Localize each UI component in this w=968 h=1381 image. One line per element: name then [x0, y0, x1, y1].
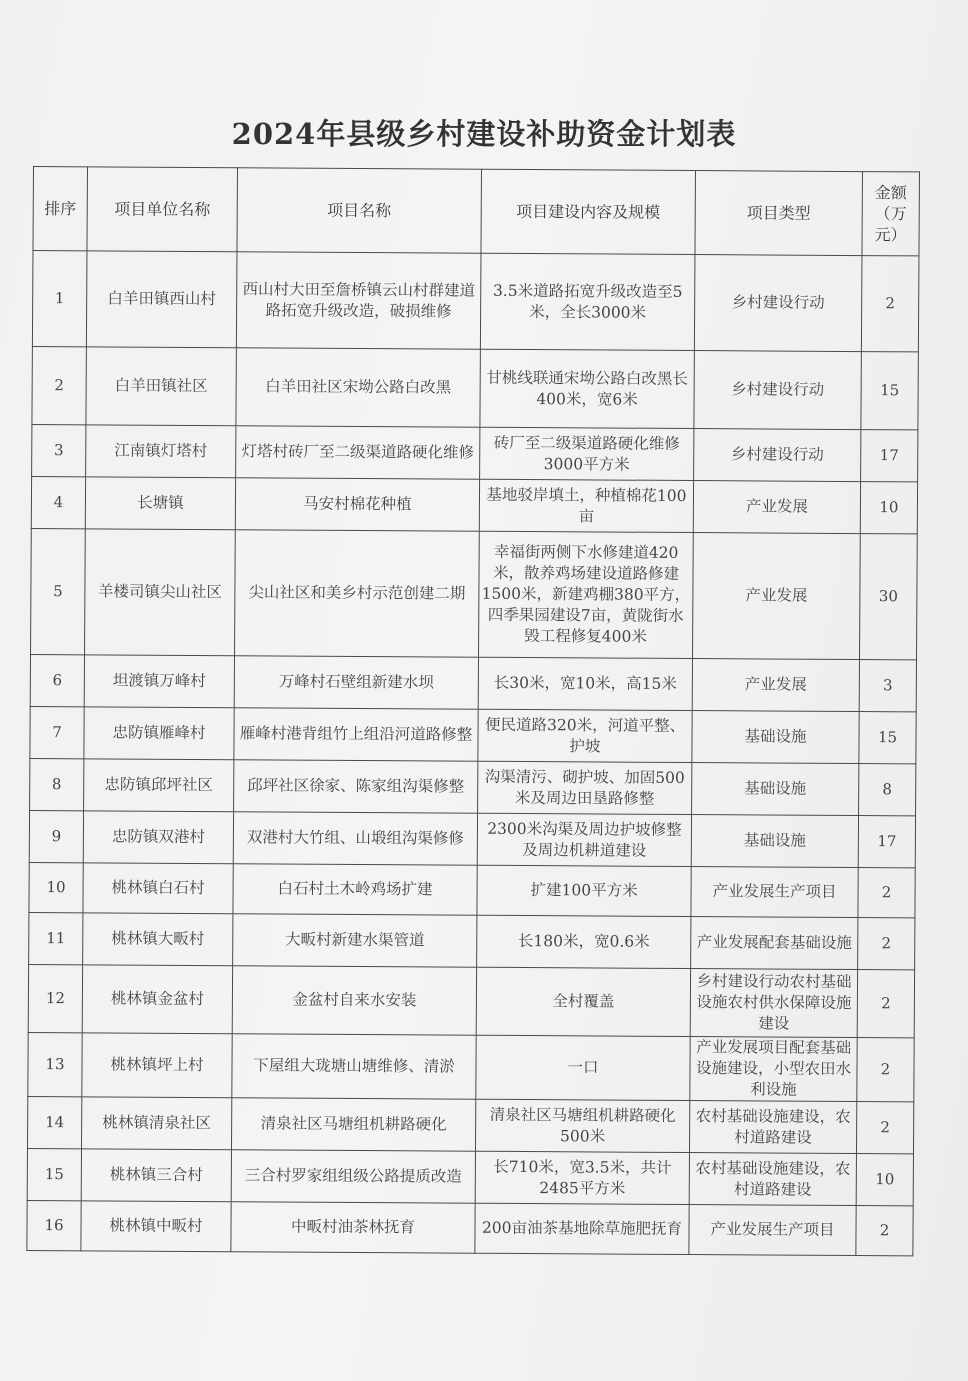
- amount-cell: 2: [856, 1206, 913, 1256]
- rank-cell: 6: [30, 654, 84, 706]
- amount-cell: 2: [858, 868, 915, 918]
- type-cell: 农村基础设施建设，农村道路建设: [689, 1101, 856, 1154]
- rank-cell: 15: [27, 1148, 81, 1200]
- content-cell: 全村覆盖: [476, 967, 690, 1036]
- table-row: [29, 810, 915, 867]
- project-name-cell: 灯塔村砖厂至二级渠道路硬化维修: [236, 426, 480, 479]
- unit-cell: 长塘镇: [85, 477, 235, 530]
- rank-cell: 9: [29, 810, 83, 862]
- header-type: 项目类型: [695, 171, 863, 256]
- content-cell: 扩建100平方米: [477, 865, 691, 916]
- amount-cell: 2: [861, 256, 919, 352]
- rank-cell: 2: [32, 346, 86, 424]
- rank-cell: 11: [29, 912, 83, 964]
- unit-cell: 忠防镇邱坪社区: [84, 759, 234, 812]
- header-amount: 金额（万元）: [862, 172, 920, 256]
- header-project-name: 项目名称: [237, 168, 482, 253]
- content-cell: 一口: [476, 1035, 690, 1100]
- amount-cell: 17: [861, 430, 918, 482]
- unit-cell: 白羊田镇西山村: [86, 251, 237, 348]
- project-name-cell: 尖山社区和美乡村示范创建二期: [235, 530, 480, 657]
- content-cell: 基地驳岸填土，种植棉花100亩: [479, 479, 693, 532]
- amount-cell: 2: [857, 1038, 914, 1102]
- content-cell: 清泉社区马塘组机耕路硬化500米: [475, 1099, 689, 1152]
- rank-cell: 1: [32, 251, 87, 347]
- project-name-cell: 万峰村石壁组新建水坝: [234, 656, 478, 709]
- content-cell: 幸福街两侧下水修建道420米，散养鸡场建设道路修建1500米，新建鸡棚380平方，四季果园建设7亩，黄陇街水毁工程修复400米: [479, 531, 694, 658]
- content-cell: 200亩油茶基地除草施肥抚育: [475, 1203, 689, 1254]
- amount-cell: 3: [859, 660, 916, 712]
- project-name-cell: 中畈村油茶林抚育: [231, 1202, 475, 1253]
- content-cell: 沟渠清污、砌护坡、加固500米及周边田垦路修整: [478, 761, 692, 814]
- amount-cell: 17: [858, 816, 915, 868]
- project-name-cell: 白羊田社区宋坳公路白改黑: [236, 348, 480, 427]
- table-row: [27, 1096, 913, 1153]
- type-cell: 农村基础设施建设，农村道路建设: [689, 1153, 856, 1206]
- unit-cell: 羊楼司镇尖山社区: [85, 529, 236, 656]
- table-row: [30, 758, 916, 815]
- type-cell: 基础设施: [692, 711, 859, 764]
- amount-cell: 2: [858, 918, 915, 970]
- content-cell: 便民道路320米，河道平整、护坡: [478, 709, 692, 762]
- type-cell: 产业发展生产项目: [689, 1205, 856, 1256]
- table-row: [29, 862, 915, 917]
- type-cell: 产业发展: [693, 533, 861, 660]
- table-row: [30, 706, 916, 763]
- table-row: [30, 654, 916, 711]
- unit-cell: 桃林镇大畈村: [83, 913, 233, 966]
- content-cell: 砖厂至二级渠道路硬化维修3000平方米: [480, 427, 694, 480]
- rank-cell: 10: [29, 862, 83, 912]
- content-cell: 甘桃线联通宋坳公路白改黑长400米，宽6米: [480, 349, 694, 428]
- type-cell: 产业发展项目配套基础设施建设，小型农田水利设施: [690, 1037, 857, 1102]
- project-name-cell: 邱坪社区徐家、陈家组沟渠修整: [234, 760, 478, 813]
- unit-cell: 桃林镇中畈村: [81, 1201, 231, 1252]
- plan-table: [26, 166, 920, 1256]
- unit-cell: 桃林镇金盆村: [82, 965, 232, 1034]
- project-name-cell: 马安村棉花种植: [235, 478, 479, 531]
- type-cell: 基础设施: [692, 763, 859, 816]
- amount-cell: 10: [860, 482, 917, 534]
- document-title: 2024年县级乡村建设补助资金计划表: [231, 117, 737, 151]
- project-name-cell: 金盆村自来水安装: [232, 966, 476, 1035]
- table-row: [32, 424, 918, 481]
- rank-cell: 16: [27, 1200, 81, 1250]
- table-row: [32, 251, 919, 352]
- type-cell: 基础设施: [691, 815, 858, 868]
- rank-cell: 8: [30, 758, 84, 810]
- unit-cell: 桃林镇白石村: [83, 863, 233, 914]
- header-unit: 项目单位名称: [87, 167, 238, 252]
- amount-cell: 15: [861, 352, 918, 430]
- rank-cell: 4: [31, 476, 85, 528]
- content-cell: 长180米，宽0.6米: [477, 915, 691, 968]
- rank-cell: 14: [27, 1096, 81, 1148]
- amount-cell: 30: [860, 534, 918, 660]
- type-cell: 产业发展: [693, 481, 860, 534]
- content-cell: 长710米，宽3.5米，共计2485平方米: [475, 1151, 689, 1204]
- table-body: [27, 251, 919, 1256]
- rank-cell: 7: [30, 706, 84, 758]
- amount-cell: 2: [856, 1102, 913, 1154]
- rank-cell: 13: [28, 1032, 82, 1096]
- project-name-cell: 下屋组大珑塘山塘维修、清淤: [232, 1034, 476, 1099]
- table-row: [31, 476, 917, 533]
- table-row: [29, 912, 915, 969]
- type-cell: 乡村建设行动: [694, 429, 861, 482]
- header-row: [33, 167, 919, 256]
- content-cell: 3.5米道路拓宽升级改造至5米，全长3000米: [480, 253, 695, 350]
- project-name-cell: 清泉社区马塘组机耕路硬化: [231, 1098, 475, 1151]
- type-cell: 乡村建设行动: [694, 351, 861, 430]
- content-cell: 长30米，宽10米，高15米: [478, 657, 692, 710]
- project-name-cell: 三合村罗家组组级公路提质改造: [231, 1150, 475, 1203]
- type-cell: 产业发展: [692, 659, 859, 712]
- project-name-cell: 白石村土木岭鸡场扩建: [233, 864, 477, 915]
- table-row: [27, 1200, 913, 1255]
- project-name-cell: 西山村大田至詹桥镇云山村群建道路拓宽升级改造，破损维修: [236, 252, 481, 349]
- unit-cell: 坦渡镇万峰村: [84, 655, 234, 708]
- project-name-cell: 雁峰村港背组竹上组沿河道路修整: [234, 708, 478, 761]
- type-cell: 产业发展生产项目: [691, 867, 858, 918]
- rank-cell: 3: [32, 424, 86, 476]
- amount-cell: 2: [857, 970, 914, 1038]
- unit-cell: 桃林镇清泉社区: [81, 1097, 231, 1150]
- project-name-cell: 大畈村新建水渠管道: [233, 914, 477, 967]
- unit-cell: 白羊田镇社区: [86, 347, 236, 426]
- header-rank: 排序: [33, 167, 88, 251]
- type-cell: 乡村建设行动农村基础设施农村供水保障设施建设: [690, 969, 857, 1038]
- table-row: [32, 346, 918, 429]
- table-row: [27, 1148, 913, 1205]
- type-cell: 乡村建设行动: [694, 255, 862, 352]
- amount-cell: 15: [859, 712, 916, 764]
- unit-cell: 桃林镇三合村: [81, 1149, 231, 1202]
- table-row: [28, 1032, 914, 1101]
- rank-cell: 12: [28, 964, 82, 1032]
- content-cell: 2300米沟渠及周边护坡修整及周边机耕道建设: [477, 813, 691, 866]
- type-cell: 产业发展配套基础设施: [691, 917, 858, 970]
- table-row: [28, 964, 914, 1037]
- amount-cell: 8: [859, 764, 916, 816]
- unit-cell: 忠防镇雁峰村: [84, 707, 234, 760]
- unit-cell: 江南镇灯塔村: [86, 425, 236, 478]
- unit-cell: 忠防镇双港村: [83, 811, 233, 864]
- table-row: [31, 528, 918, 659]
- project-name-cell: 双港村大竹组、山塅组沟渠修修: [233, 812, 477, 865]
- unit-cell: 桃林镇坪上村: [82, 1033, 232, 1098]
- amount-cell: 10: [856, 1154, 913, 1206]
- rank-cell: 5: [31, 528, 86, 654]
- header-content: 项目建设内容及规模: [481, 169, 696, 254]
